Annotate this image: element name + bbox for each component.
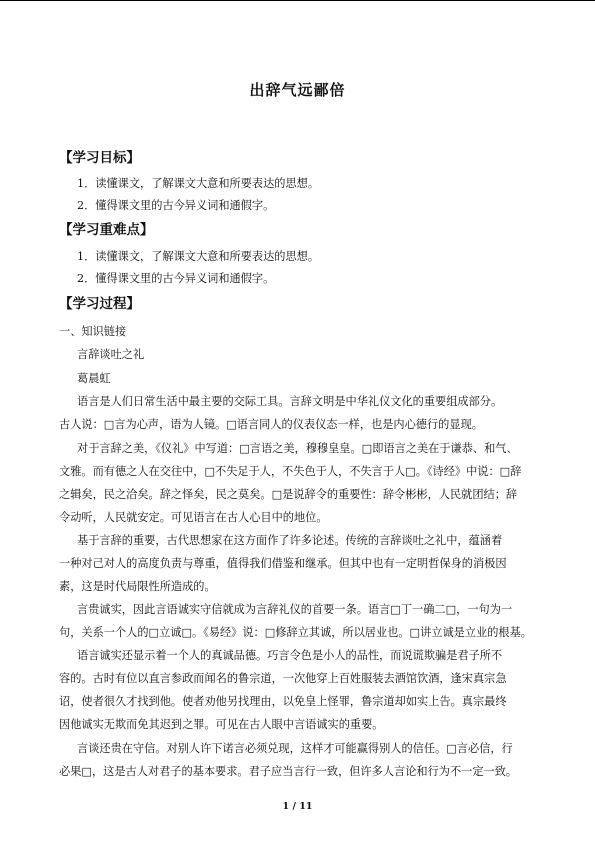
article-line: 之辑矣，民之洽矣。辞之怿矣，民之莫矣。□是说辞令的重要性：辞令彬彬，人民就团结；辞 bbox=[59, 488, 518, 501]
article-line: 句，关系一个人的□立诚□。《易经》说：□修辞立其诚，所以居业也。□讲立诚是立业的根基。 bbox=[59, 626, 532, 639]
article-author: 葛晨虹 bbox=[77, 372, 111, 385]
article-line: 古人说：□言为心声，语为人镜。□语言同人的仪表仪态一样，也是内心德行的显现。 bbox=[59, 418, 483, 431]
article-line: 令动听，人民就安定。可见语言在古人心目中的地位。 bbox=[59, 511, 328, 524]
article-line: 言贵诚实，因此言语诚实守信就成为言辞礼仪的首要一条。语言□丁一确二□，一句为一 bbox=[77, 603, 513, 616]
knowledge-link-label: 一、知识链接 bbox=[59, 325, 127, 338]
difficulties-heading: 【学习重难点】 bbox=[59, 222, 154, 238]
article-line: 必果□，这是古人对君子的基本要求。君子应当言行一致，但许多人言论和行为不一定一致。 bbox=[59, 765, 518, 778]
article-line: 语言是人们日常生活中最主要的交际工具。言辞文明是中华礼仪文化的重要组成部分。 bbox=[77, 395, 503, 408]
objective-item-2: 2．懂得课文里的古今异义词和通假字。 bbox=[77, 199, 275, 212]
article-title: 言辞谈吐之礼 bbox=[77, 348, 145, 361]
objectives-heading: 【学习目标】 bbox=[59, 150, 140, 166]
article-line: 因他诚实无欺而免其迟到之罪。可见在古人眼中言语诚实的重要。 bbox=[59, 718, 384, 731]
article-line: 言谈还贵在守信。对别人许下诺言必须兑现，这样才可能赢得别人的信任。□言必信，行 bbox=[77, 742, 513, 755]
page-number: 1 / 11 bbox=[282, 801, 313, 812]
process-heading: 【学习过程】 bbox=[59, 296, 140, 312]
difficulty-item-2: 2．懂得课文里的古今异义词和通假字。 bbox=[77, 272, 275, 285]
article-line: 一种对己对人的高度负责与尊重，值得我们借鉴和继承。但其中也有一定明哲保身的消极因 bbox=[59, 557, 507, 570]
article-line: 语言诚实还显示着一个人的真诚品德。巧言令色是小人的品性，而说谎欺骗是君子所不 bbox=[77, 649, 503, 662]
article-line: 素，这是时代局限性所造成的。 bbox=[59, 580, 216, 593]
top-rule bbox=[0, 0, 595, 1]
page-title: 出辞气远鄙倍 bbox=[249, 81, 346, 99]
article-line: 对于言辞之美，《仪礼》中写道：□言语之美，穆穆皇皇。□即语言之美在于谦恭、和气、 bbox=[77, 442, 518, 455]
objective-item-1: 1．读懂课文，了解课文大意和所要表达的思想。 bbox=[77, 177, 320, 190]
article-line: 容的。古时有位以直言参政而闻名的鲁宗道，一次他穿上百姓服装去酒馆饮酒，逢宋真宗急 bbox=[59, 672, 507, 685]
article-line: 文雅。而有德之人在交往中，□不失足于人，不失色于人，不失言于人□。《诗经》中说：□辞 bbox=[59, 465, 522, 478]
difficulty-item-1: 1．读懂课文，了解课文大意和所要表达的思想。 bbox=[77, 250, 320, 263]
article-line: 基于言辞的重要，古代思想家在这方面作了许多论述。传统的言辞谈吐之礼中，蕴涵着 bbox=[77, 534, 503, 547]
article-line: 诏，使者很久才找到他。使者劝他另找理由，以免皇上怪罪，鲁宗道却如实上告。真宗最终 bbox=[59, 695, 507, 708]
